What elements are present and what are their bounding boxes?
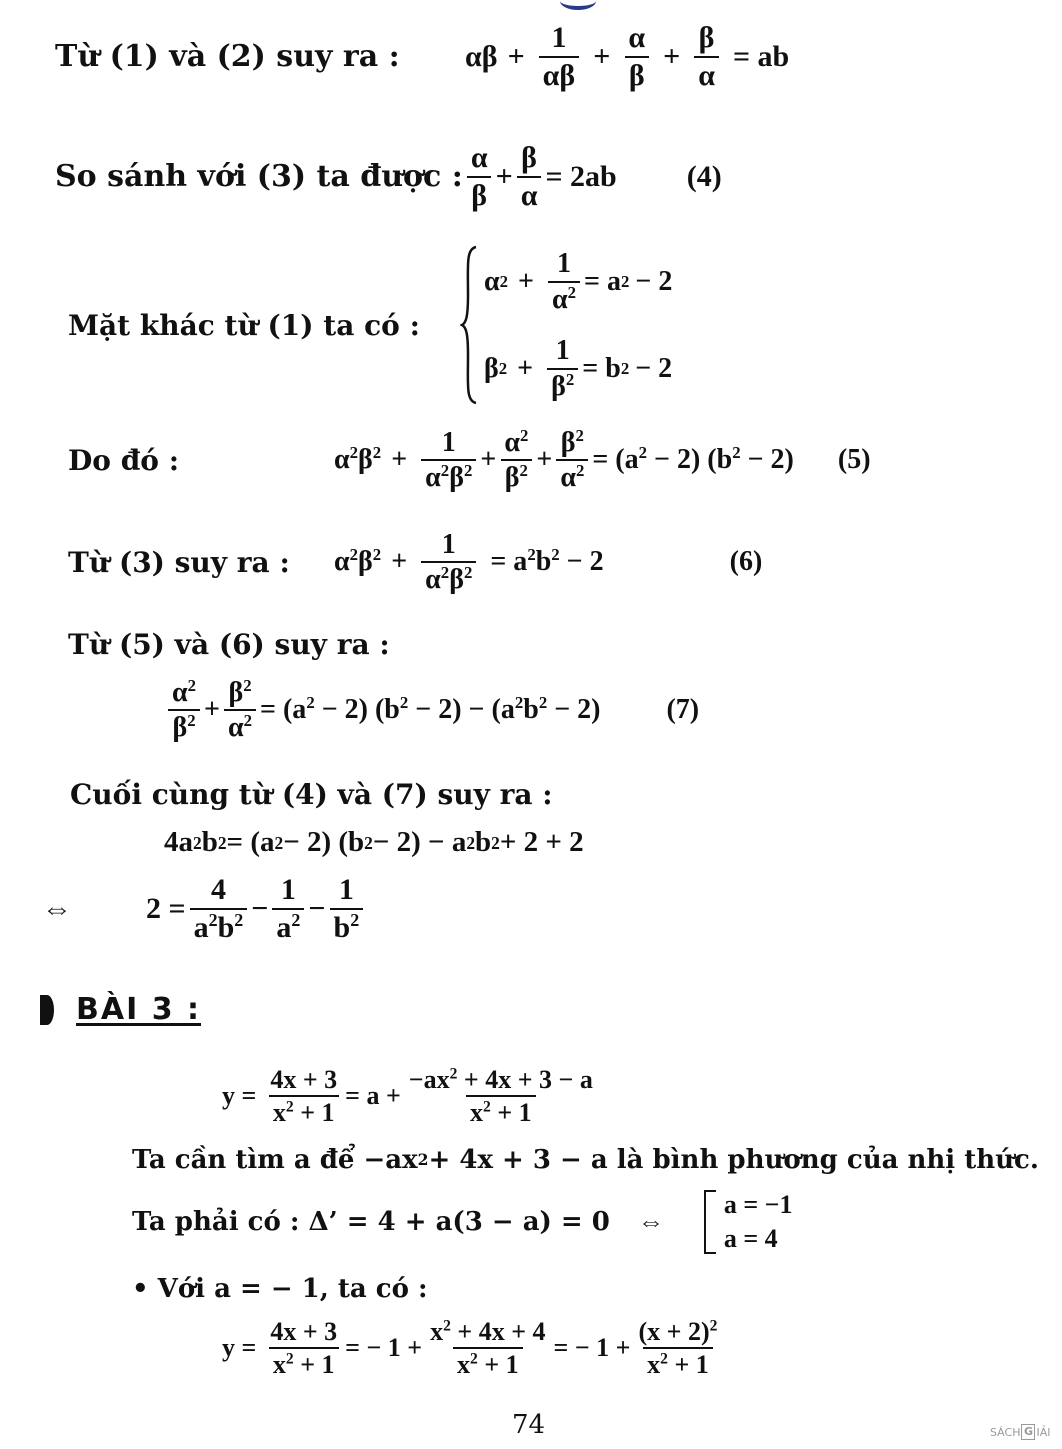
equation-tag: (4) bbox=[686, 159, 722, 193]
system-row-alpha: α 2 + $\frac{1}{\alpha^2}$ = a 2 − 2 bbox=[484, 248, 673, 315]
line-compare-3: So sánh với (3) ta được : $\frac{\alpha}{\beta}$ + $\frac{\beta}{\alpha}$ = 2ab (4) bbox=[55, 141, 722, 212]
equation-tag: (7) bbox=[666, 694, 700, 726]
fraction: $\frac{\alpha^2}{\beta^2}$ bbox=[500, 428, 532, 493]
equivalence-arrow: ⇔ bbox=[42, 891, 72, 925]
line-label: Từ (5) và (6) suy ra : bbox=[68, 628, 390, 661]
line-label: Từ (1) và (2) suy ra : bbox=[55, 39, 400, 74]
fraction: $\frac{\beta}{\alpha}$ bbox=[517, 142, 542, 211]
line-label: Mặt khác từ (1) ta có : bbox=[68, 308, 420, 342]
section-title: BÀI 3 : bbox=[76, 992, 202, 1027]
fraction: $\frac{\beta^2}{\alpha^2}$ bbox=[224, 678, 256, 743]
line-equation-final: 4a 2 b 2 = (a 2 − 2) (b 2 − 2) − a 2 b 2 + 2 + 2 bbox=[164, 826, 584, 858]
line-label: So sánh với (3) ta được : bbox=[55, 159, 463, 194]
fraction: $\frac{\alpha}{\beta}$ bbox=[467, 142, 492, 211]
fraction: $\frac{-ax^2 + 4x + 3 - a}{x^2 + 1}$ bbox=[408, 1065, 593, 1128]
equivalence-arrow: ⇔ bbox=[637, 1207, 664, 1236]
line-case-a-minus-1: • Với a = − 1, ta có : bbox=[132, 1274, 428, 1304]
fraction: $\frac{(x + 2)^2}{x^2 + 1}$ bbox=[638, 1317, 718, 1380]
line-equivalence: ⇔ 2 = $\frac{4}{a^2b^2}$ − $\frac{1}{a^2}$ − $\frac{1}{b^2}$ bbox=[42, 874, 367, 943]
system-row-beta: β 2 + $\frac{1}{\beta^2}$ = b 2 − 2 bbox=[484, 335, 673, 402]
line-find-a: Ta cần tìm a để −ax 2 + 4x + 3 − a là bình phương của nhị thức. bbox=[132, 1145, 1039, 1175]
line-equation-7: $\frac{\alpha^2}{\beta^2}$ + $\frac{\beta^2}{\alpha^2}$ = $(a^2 - 2) (b^2 - 2) - (a^2b^2 - 2)$ (7) bbox=[164, 678, 699, 743]
line-from-3-6: Từ (3) suy ra : $\alpha^2\beta^2$ + $\frac{1}{\alpha^2\beta^2}$ = $a^2b^2 - 2$ (6) bbox=[68, 529, 763, 596]
fraction: $\frac{1}{a^2}$ bbox=[272, 874, 304, 943]
equation-tag: (5) bbox=[837, 444, 871, 476]
line-function-a-minus-1: y = $\frac{4x + 3}{x^2 + 1}$ = − 1 + $\frac{x^2 + 4x + 4}{x^2 + 1}$ = − 1 + $\frac{(x + 2)^2}{x^2 + 1}$ bbox=[222, 1318, 725, 1379]
plus: + bbox=[507, 39, 525, 73]
term: αβ bbox=[465, 39, 498, 73]
rhs: = ab bbox=[732, 39, 790, 73]
top-edge-mark bbox=[560, 0, 596, 10]
fraction: $\frac{4x + 3}{x^2 + 1}$ bbox=[270, 1317, 338, 1380]
fraction: $\frac{\alpha^2}{\beta^2}$ bbox=[168, 678, 200, 743]
fraction: $\frac{4x + 3}{x^2 + 1}$ bbox=[270, 1065, 338, 1128]
line-finally bbox=[70, 778, 553, 811]
curly-brace bbox=[460, 245, 478, 405]
fraction: $\frac{1}{\alpha\beta}$ bbox=[539, 22, 580, 91]
line-from-5-and-6 bbox=[68, 628, 390, 661]
line-label: Do đó : bbox=[68, 443, 180, 477]
square-bracket bbox=[704, 1190, 716, 1254]
page-number: 74 bbox=[512, 1410, 546, 1440]
fraction: $\frac{1}{b^2}$ bbox=[330, 874, 364, 943]
fraction: $\frac{\alpha}{\beta}$ bbox=[624, 22, 649, 91]
fraction: $\frac{1}{\alpha^2\beta^2}$ bbox=[421, 428, 476, 493]
fraction: $\frac{\beta}{\alpha}$ bbox=[694, 22, 719, 91]
section-heading-bai-3 bbox=[40, 992, 201, 1027]
fraction: $\frac{1}{\alpha^2\beta^2}$ bbox=[421, 530, 476, 595]
line-other-hand bbox=[68, 245, 672, 405]
line-therefore-5: Do đó : $\alpha^2\beta^2$ + $\frac{1}{\alpha^2\beta^2}$ + $\frac{\alpha^2}{\beta^2}$ + $\frac{\beta^2}{\alpha^2}$ = $(a^2 - 2) (b^2 - 2)$ (5) bbox=[68, 425, 871, 494]
line-label: Cuối cùng từ (4) và (7) suy ra : bbox=[70, 778, 553, 811]
bullet-marker-icon bbox=[40, 995, 54, 1025]
fraction: $\frac{\beta^2}{\alpha^2}$ bbox=[556, 428, 588, 493]
line-label: Từ (3) suy ra : bbox=[68, 545, 290, 579]
equation-tag: (6) bbox=[729, 546, 763, 578]
watermark-logo: SÁCH G IẢI bbox=[990, 1425, 1051, 1439]
fraction: $\frac{4}{a^2b^2}$ bbox=[190, 874, 248, 943]
line-from-1-and-2: Từ (1) và (2) suy ra : αβ + $\frac{1}{\alpha\beta}$ + $\frac{\alpha}{\beta}$ + $\frac{\beta}{\alpha}$ = ab bbox=[55, 21, 790, 92]
line-function-y: y = $\frac{4x + 3}{x^2 + 1}$ = a + $\frac{-ax^2 + 4x + 3 - a}{x^2 + 1}$ bbox=[222, 1066, 601, 1127]
fraction: $\frac{x^2 + 4x + 4}{x^2 + 1}$ bbox=[430, 1317, 546, 1380]
equation-system bbox=[460, 245, 672, 405]
solution-set: a = −1 a = 4 bbox=[704, 1190, 793, 1254]
line-delta-condition: Ta phải có : Δ’ = 4 + a(3 − a) = 0 ⇔ a = −1 a = 4 bbox=[132, 1190, 793, 1253]
